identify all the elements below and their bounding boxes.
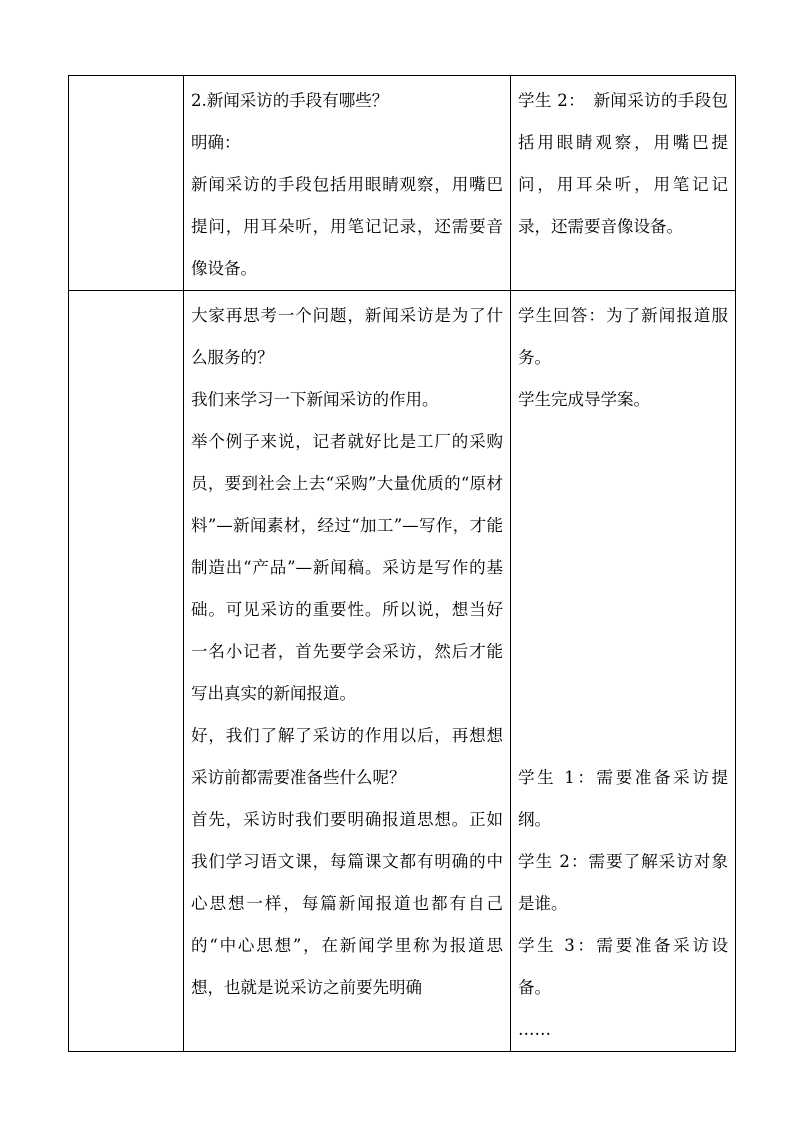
paragraph: 明确： bbox=[191, 133, 241, 152]
paragraph: 学生完成导学案。 bbox=[518, 390, 650, 409]
table-row bbox=[69, 291, 736, 1052]
paragraph: 大家再思考一个问题，新闻采访是为了什么服务的？ bbox=[191, 306, 503, 367]
paragraph: 举个例子来说，记者就好比是工厂的采购员，要到社会上去“采购”大量优质的“原材料”—新闻素材，经过“加工”—写作，才能制造出“产品”—新闻稿。采访是写作的基础。可见采访的重要性。所以说，想当好一名小记者，首先要学会采访，然后才能写出真实的新闻报道。 bbox=[191, 432, 503, 703]
paragraph: 首先，采访时我们要明确报道思想。正如我们学习语文课，每篇课文都有明确的中心思想一样，每篇新闻报道也都有自己的“中心思想”，在新闻学里称为报道思想，也就是说采访之前要先明确 bbox=[191, 810, 503, 997]
paragraph: 学生 3：需要准备采访设备。 bbox=[518, 936, 728, 997]
paragraph: 我们来学习一下新闻采访的作用。 bbox=[191, 390, 439, 409]
teacher-activity-cell bbox=[184, 76, 511, 291]
stage-cell bbox=[69, 76, 184, 291]
student-activity-cell bbox=[511, 76, 736, 291]
paragraph: 学生 2： 新闻采访的手段包括用眼睛观察，用嘴巴提问，用耳朵听，用笔记记录，还需要音像设备。 bbox=[518, 91, 728, 236]
lesson-plan-table bbox=[68, 75, 736, 1052]
paragraph: 新闻采访的手段包括用眼睛观察，用嘴巴提问，用耳朵听，用笔记记录，还需要音像设备。 bbox=[191, 175, 503, 278]
table-row bbox=[69, 76, 736, 291]
paragraph: 学生 1：需要准备采访提纲。 bbox=[518, 768, 728, 829]
spacer bbox=[518, 421, 728, 757]
student-activity-cell bbox=[511, 291, 736, 1052]
paragraph: 好，我们了解了采访的作用以后，再想想采访前都需要准备些什么呢？ bbox=[191, 726, 503, 787]
paragraph: 2.新闻采访的手段有哪些？ bbox=[191, 91, 389, 110]
paragraph: 学生回答：为了新闻报道服务。 bbox=[518, 306, 728, 367]
teacher-activity-cell bbox=[184, 291, 511, 1052]
paragraph: …… bbox=[518, 1020, 551, 1039]
stage-cell bbox=[69, 291, 184, 1052]
paragraph: 学生 2：需要了解采访对象是谁。 bbox=[518, 852, 728, 913]
